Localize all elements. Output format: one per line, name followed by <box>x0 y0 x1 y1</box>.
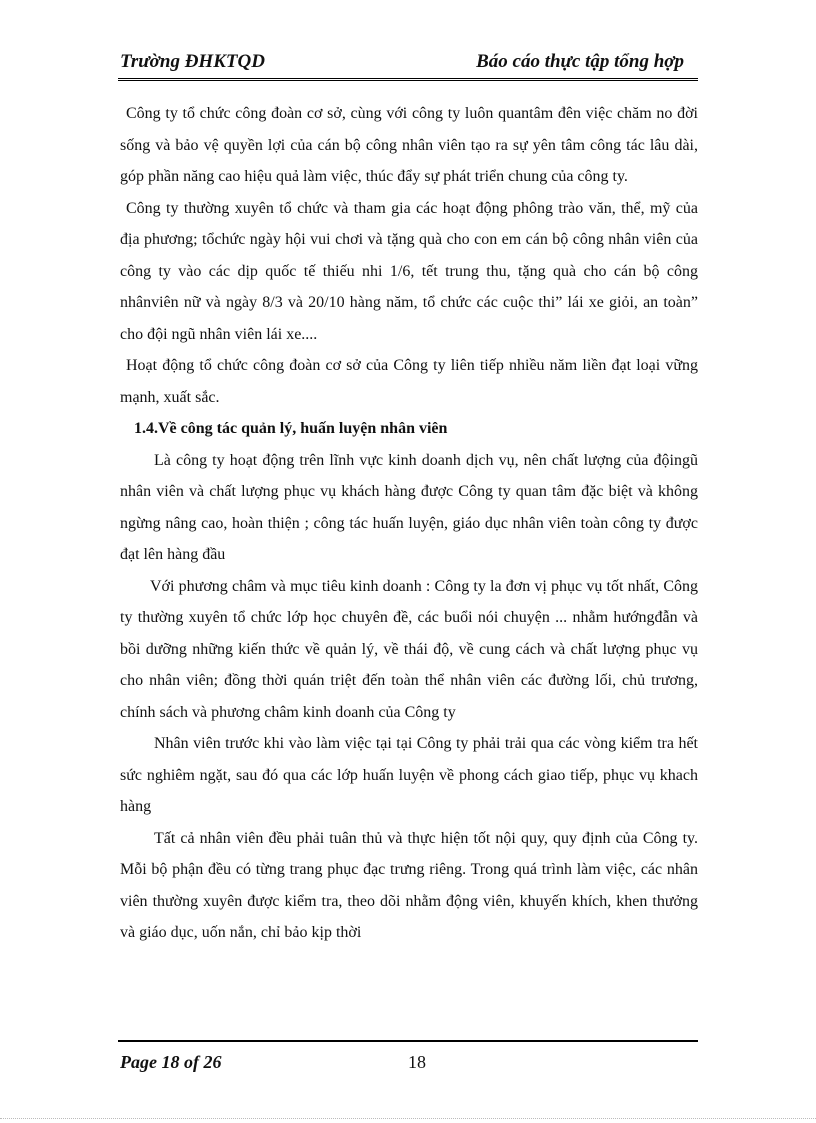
header-report-title: Báo cáo thực tập tổng hợp <box>476 51 684 72</box>
paragraph-union-achievement: Hoạt động tổ chức công đoàn cơ sở của Công ty liên tiếp nhiều năm liền đạt loại vững mạnh, xuất sắc. <box>120 357 698 406</box>
paragraph-business-motto: Với phương châm và mục tiêu kinh doanh : Công ty la đơn vị phục vụ tốt nhất, Công ty thường xuyên tổ chức lớp học chuyên đề, các buổi nói chuyện ... nhằm hướngđẫn và bồi dưỡng những kiến thức về quản lý, về thái độ, về cung cách và chất lượng phục vụ cho nhân viên; đồng thời quán triệt đến toàn thể nhân viên các đường lối, chủ trương, chính sách và phương châm kinh doanh của Công ty <box>120 577 698 721</box>
paragraph-recruitment: Nhân viên trước khi vào làm việc tại tại Công ty phải trải qua các vòng kiểm tra hết sức nghiêm ngặt, sau đó qua các lớp huấn luyện về phong cách giao tiếp, phục vụ khach hàng <box>120 735 698 815</box>
page-bottom-edge <box>0 1118 816 1119</box>
paragraph-cultural-activities: Công ty thường xuyên tổ chức và tham gia các hoạt động phông trào văn, thể, mỹ của địa phương; tổchức ngày hội vui chơi và tặng quà cho con em cán bộ công nhân viên của công ty vào các dịp quốc tế thiếu nhi 1/6, tết trung thu, tặng quà cho cán bộ công nhânviên nữ và ngày 8/3 và 20/10 hàng năm, tổ chức các cuộc thi” lái xe giỏi, an toàn” cho đội ngũ nhân viên lái xe.... <box>120 199 698 343</box>
section-heading-staff-training: 1.4.Về công tác quản lý, huấn luyện nhân viên <box>134 420 448 437</box>
document-body <box>120 98 698 949</box>
paragraph-service-quality: Là công ty hoạt động trên lĩnh vực kinh doanh dịch vụ, nên chất lượng của độingũ nhân viên và chất lượng phục vụ khách hàng được Công ty quan tâm đặc biệt và không ngừng nâng cao, hoàn thiện ; công tác huấn luyện, giáo dục nhân viên toàn công ty được đạt lên hàng đầu <box>120 451 698 563</box>
paragraph-regulations: Tất cả nhân viên đều phải tuân thủ và thực hiện tốt nội quy, quy định của Công ty. Mỗi bộ phận đều có từng trang phục đạc trưng riêng. Trong quá trình làm việc, các nhân viên thường xuyên được kiểm tra, theo dõi nhằm động viên, khuyến khích, khen thưởng và giáo dục, uốn nắn, chỉ bảo kịp thời <box>120 829 698 941</box>
page-header <box>118 50 698 81</box>
footer-page-label: Page 18 of 26 <box>120 1052 222 1072</box>
paragraph-trade-union: Công ty tổ chức công đoàn cơ sở, cùng với công ty luôn quantâm đên việc chăm no đời sống và bảo vệ quyền lợi của cán bộ công nhân viên tạo ra sự yên tâm công tác lâu dài, góp phần năng cao hiệu quả làm việc, thúc đẩy sự phát triển chung của công ty. <box>120 105 698 185</box>
header-school-name: Trường ĐHKTQD <box>120 51 265 72</box>
footer-divider <box>118 1040 698 1042</box>
footer-page-number: 18 <box>408 1052 426 1072</box>
